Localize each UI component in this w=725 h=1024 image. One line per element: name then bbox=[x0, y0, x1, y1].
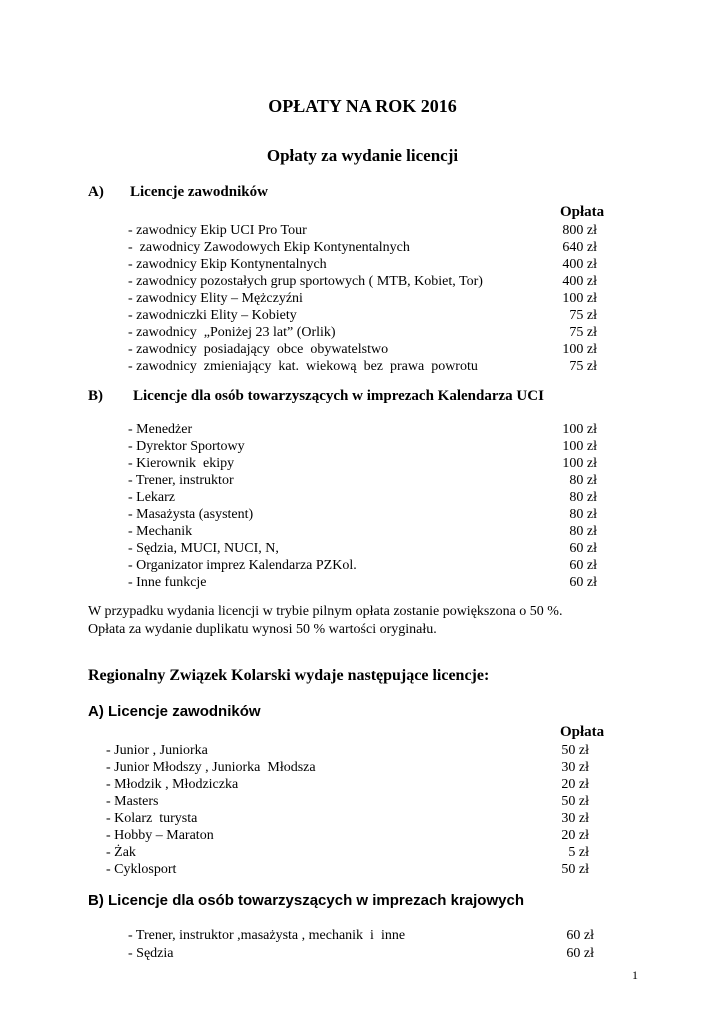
fee-row bbox=[106, 810, 589, 827]
fee-row-amount: 5 zł bbox=[568, 845, 589, 860]
fee-row-label: - Inne funkcje bbox=[128, 575, 207, 590]
fee-row-amount: 400 zł bbox=[562, 274, 597, 289]
fee-row bbox=[128, 945, 594, 962]
section2-fee-header: Opłata bbox=[560, 724, 605, 740]
fee-row-amount: 100 zł bbox=[562, 422, 597, 437]
fee-row-label: - zawodnicy Elity – Mężczyźni bbox=[128, 291, 303, 306]
fee-row-label: - zawodnicy „Poniżej 23 lat” (Orlik) bbox=[128, 325, 336, 340]
fee-row-label: - Trener, instruktor ,masażysta , mechanik i inne bbox=[128, 928, 406, 943]
fee-row bbox=[106, 742, 589, 759]
fee-row bbox=[128, 557, 597, 574]
fee-row-label: - Hobby – Maraton bbox=[106, 828, 214, 843]
fee-row bbox=[128, 273, 597, 290]
fee-row-label: - Sędzia bbox=[128, 946, 174, 961]
fee-row bbox=[128, 324, 597, 341]
fee-row-label: - Masters bbox=[106, 794, 159, 809]
fee-row-amount: 60 zł bbox=[569, 541, 597, 556]
fee-row-label: - Junior , Juniorka bbox=[106, 743, 208, 758]
fee-row-amount: 75 zł bbox=[569, 325, 597, 340]
fee-row-amount: 80 zł bbox=[569, 490, 597, 505]
fee-row bbox=[106, 827, 589, 844]
fee-row-amount: 80 zł bbox=[569, 524, 597, 539]
fee-row-amount: 60 zł bbox=[566, 946, 594, 961]
fee-row-amount: 640 zł bbox=[562, 240, 597, 255]
fee-row-amount: 60 zł bbox=[569, 558, 597, 573]
fee-row-amount: 60 zł bbox=[566, 928, 594, 943]
fee-row bbox=[128, 256, 597, 273]
fee-row bbox=[128, 239, 597, 256]
fee-row-amount: 100 zł bbox=[562, 342, 597, 357]
fee-row bbox=[128, 455, 597, 472]
fee-row bbox=[128, 358, 597, 375]
fee-row bbox=[128, 506, 597, 523]
fee-row-amount: 50 zł bbox=[561, 862, 589, 877]
fee-row bbox=[128, 574, 597, 591]
fee-row-label: - Żak bbox=[106, 845, 136, 860]
fee-row bbox=[106, 759, 589, 776]
fee-row-amount: 20 zł bbox=[561, 828, 589, 843]
fee-row-amount: 100 zł bbox=[562, 291, 597, 306]
fee-row bbox=[128, 927, 594, 944]
fee-row-label: - zawodnicy Ekip UCI Pro Tour bbox=[128, 223, 307, 238]
fee-row-amount: 50 zł bbox=[561, 794, 589, 809]
fee-row bbox=[128, 307, 597, 324]
fee-row-label: - Junior Młodszy , Juniorka Młodsza bbox=[106, 760, 316, 775]
section1-fee-header: Opłata bbox=[560, 204, 605, 220]
fee-row bbox=[128, 341, 597, 358]
fee-row-label: - Organizator imprez Kalendarza PZKol. bbox=[128, 558, 357, 573]
note-line-2: Opłata za wydanie duplikatu wynosi 50 % wartości oryginału. bbox=[88, 622, 437, 637]
fee-row bbox=[106, 793, 589, 810]
fee-row-amount: 75 zł bbox=[569, 359, 597, 374]
fee-row-label: - Lekarz bbox=[128, 490, 176, 505]
fee-row-amount: 100 zł bbox=[562, 456, 597, 471]
fee-row-amount: 30 zł bbox=[561, 811, 589, 826]
fee-row-label: - zawodniczki Elity – Kobiety bbox=[128, 308, 297, 323]
fee-row-amount: 80 zł bbox=[569, 473, 597, 488]
fee-row-label: - Masażysta (asystent) bbox=[128, 507, 254, 522]
fee-row-amount: 50 zł bbox=[561, 743, 589, 758]
fee-row-amount: 75 zł bbox=[569, 308, 597, 323]
section2-b-heading: B) Licencje dla osób towarzyszących w imprezach krajowych bbox=[88, 892, 524, 909]
note-line-1: W przypadku wydania licencji w trybie pilnym opłata zostanie powiększona o 50 %. bbox=[88, 604, 563, 619]
fee-row-amount: 100 zł bbox=[562, 439, 597, 454]
page-title: OPŁATY NA ROK 2016 bbox=[268, 96, 457, 116]
section1-a-heading: Licencje zawodników bbox=[130, 184, 268, 200]
fee-row-label: - Dyrektor Sportowy bbox=[128, 439, 245, 454]
fee-row-label: - Kolarz turysta bbox=[106, 811, 198, 826]
section1-a-letter: A) bbox=[88, 184, 104, 200]
fee-row-amount: 400 zł bbox=[562, 257, 597, 272]
fee-row bbox=[128, 523, 597, 540]
fee-row bbox=[128, 489, 597, 506]
fee-row-amount: 30 zł bbox=[561, 760, 589, 775]
fee-row bbox=[106, 776, 589, 793]
fee-row-label: - Cyklosport bbox=[106, 862, 177, 877]
fee-row bbox=[106, 861, 589, 878]
fee-row bbox=[128, 222, 597, 239]
fee-row-label: - zawodnicy zmieniający kat. wiekową bez prawa powrotu bbox=[128, 359, 478, 374]
page-number: 1 bbox=[632, 968, 638, 982]
fee-row bbox=[128, 472, 597, 489]
fee-row-amount: 800 zł bbox=[562, 223, 597, 238]
fee-row bbox=[128, 290, 597, 307]
fee-row-label: - zawodnicy Zawodowych Ekip Kontynentalnych bbox=[128, 240, 410, 255]
fee-row-label: - Kierownik ekipy bbox=[128, 456, 235, 471]
fee-row-amount: 60 zł bbox=[569, 575, 597, 590]
fee-row-amount: 20 zł bbox=[561, 777, 589, 792]
fee-row-label: - zawodnicy Ekip Kontynentalnych bbox=[128, 257, 327, 272]
fee-row-amount: 80 zł bbox=[569, 507, 597, 522]
section1-b-heading: Licencje dla osób towarzyszących w imprezach Kalendarza UCI bbox=[133, 388, 544, 404]
fee-row bbox=[106, 844, 589, 861]
fee-row bbox=[128, 438, 597, 455]
fee-row-label: - Młodzik , Młodziczka bbox=[106, 777, 239, 792]
fee-row-label: - Mechanik bbox=[128, 524, 193, 539]
fee-row bbox=[128, 540, 597, 557]
section1-b-letter: B) bbox=[88, 388, 103, 404]
page-subtitle: Opłaty za wydanie licencji bbox=[266, 146, 459, 165]
fee-row-label: - Menedżer bbox=[128, 422, 193, 437]
fee-row-label: - zawodnicy pozostałych grup sportowych ( MTB, Kobiet, Tor) bbox=[128, 274, 483, 289]
fee-row-label: - Trener, instruktor bbox=[128, 473, 234, 488]
fee-row bbox=[128, 421, 597, 438]
section2-heading: Regionalny Związek Kolarski wydaje następujące licencje: bbox=[88, 667, 490, 684]
section2-a-heading: A) Licencje zawodników bbox=[88, 703, 261, 720]
fee-row-label: - Sędzia, MUCI, NUCI, N, bbox=[128, 541, 279, 556]
fee-row-label: - zawodnicy posiadający obce obywatelstwo bbox=[128, 342, 389, 357]
